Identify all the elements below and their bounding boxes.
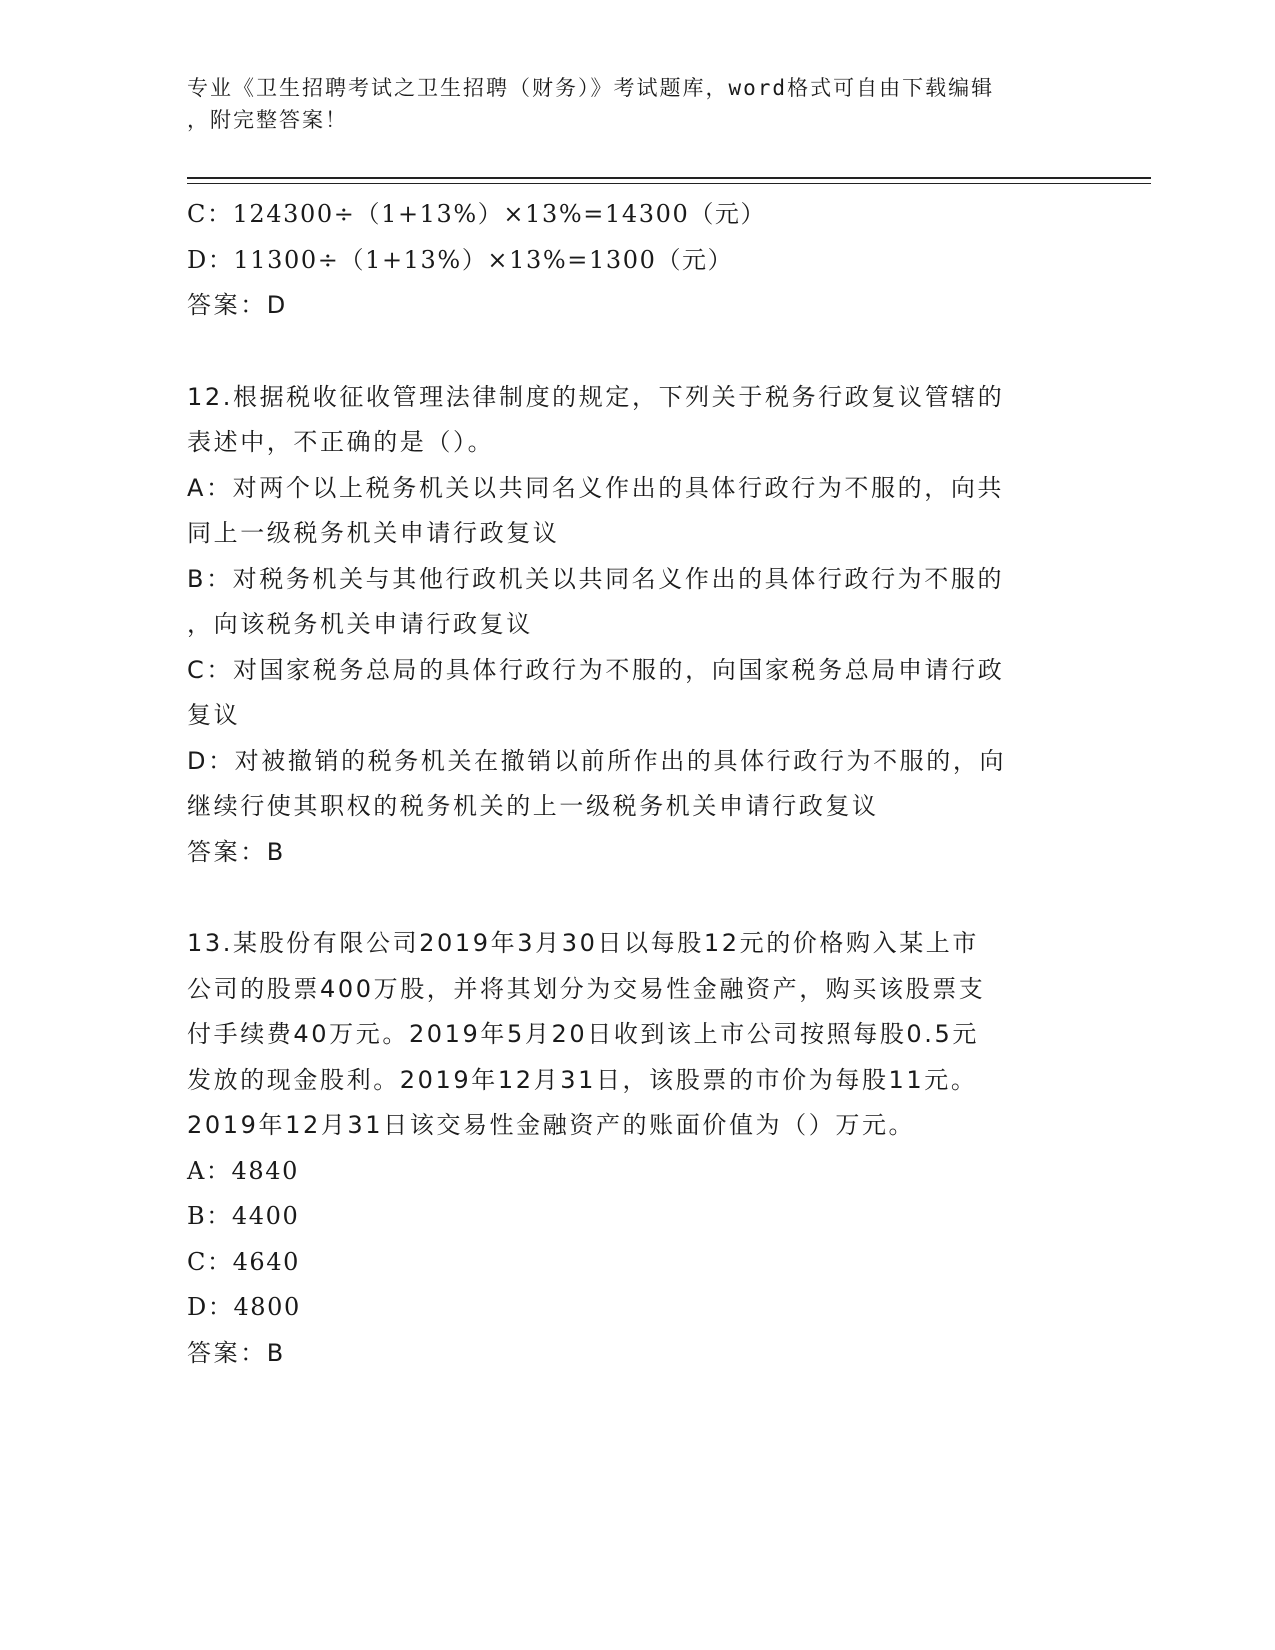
- option-c: C：对国家税务总局的具体行政行为不服的，向国家税务总局申请行政: [187, 655, 1005, 684]
- question-stem: 13.某股份有限公司2019年3月30日以每股12元的价格购入某上市: [187, 929, 979, 957]
- question-stem: 12.根据税收征收管理法律制度的规定，下列关于税务行政复议管辖的: [187, 382, 1005, 411]
- option-c: C：124300÷（1+13%）×13%=14300（元）: [187, 200, 767, 228]
- option-b: B：对税务机关与其他行政机关以共同名义作出的具体行政行为不服的: [187, 564, 1005, 593]
- answer: 答案：D: [187, 291, 288, 319]
- option-a: A：对两个以上税务机关以共同名义作出的具体行政行为不服的，向共: [187, 473, 1005, 502]
- option-b: B：4400: [187, 1202, 300, 1230]
- option-a: 同上一级税务机关申请行政复议: [187, 519, 560, 547]
- question-stem: 付手续费40万元。2019年5月20日收到该上市公司按照每股0.5元: [187, 1020, 979, 1048]
- header-rule-thick: [187, 177, 1151, 179]
- previous-question-tail: [187, 192, 1077, 329]
- answer: 答案：B: [187, 1338, 286, 1367]
- question-12: [187, 375, 1077, 876]
- option-c: 复议: [187, 701, 241, 729]
- question-13: [187, 921, 1077, 1376]
- option-d: D：对被撤销的税务机关在撤销以前所作出的具体行政行为不服的，向: [187, 746, 1007, 775]
- document-header: [187, 72, 1067, 136]
- question-spacer: [187, 875, 1077, 921]
- option-a: A：4840: [187, 1156, 300, 1185]
- option-c: C：4640: [187, 1247, 301, 1276]
- question-stem: 发放的现金股利。2019年12月31日，该股票的市价为每股11元。: [187, 1065, 978, 1094]
- answer: 答案：B: [187, 837, 286, 866]
- option-d: D：4800: [187, 1293, 301, 1321]
- option-b: ，向该税务机关申请行政复议: [187, 610, 533, 638]
- header-rule-thin: [187, 183, 1151, 184]
- question-spacer: [187, 329, 1077, 375]
- header-line-2: ，附完整答案！: [187, 108, 348, 132]
- document-body: [187, 192, 1077, 1376]
- question-stem: 表述中，不正确的是（）。: [187, 428, 495, 456]
- option-d: D：11300÷（1+13%）×13%=1300（元）: [187, 245, 734, 274]
- option-d: 继续行使其职权的税务机关的上一级税务机关申请行政复议: [187, 792, 879, 820]
- question-stem: 2019年12月31日该交易性金融资产的账面价值为（）万元。: [187, 1111, 916, 1139]
- question-stem: 公司的股票400万股，并将其划分为交易性金融资产，购买该股票支: [187, 974, 986, 1003]
- header-line-1: 专业《卫生招聘考试之卫生招聘（财务）》考试题库，word格式可自由下载编辑: [187, 76, 995, 100]
